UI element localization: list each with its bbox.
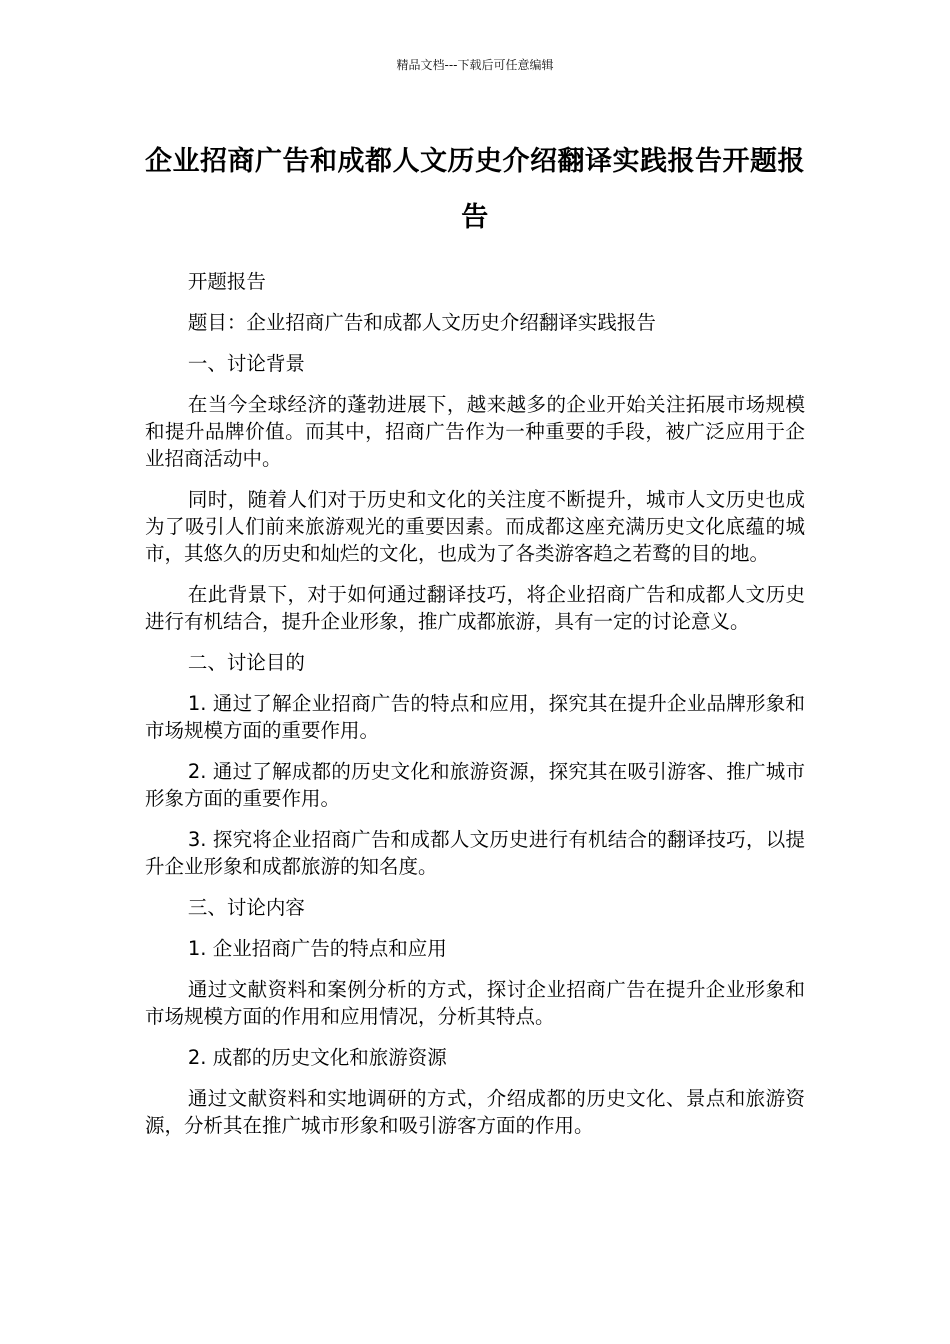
paragraph-purpose-1: 1. 通过了解企业招商广告的特点和应用，探究其在提升企业品牌形象和市场规模方面的重要作用。 [145, 692, 805, 742]
paragraph-background-3: 在此背景下，对于如何通过翻译技巧，将企业招商广告和成都人文历史进行有机结合，提升企业形象，推广成都旅游，具有一定的讨论意义。 [145, 583, 805, 633]
page-header-note: 精品文档---下载后可任意编辑 [396, 58, 554, 72]
subheading-content-1: 1. 企业招商广告的特点和应用 [187, 937, 447, 960]
paragraph-purpose-3: 3. 探究将企业招商广告和成都人文历史进行有机结合的翻译技巧，以提升企业形象和成都旅游的知名度。 [145, 828, 805, 878]
document-body [145, 268, 805, 1153]
section-heading-purpose: 二、讨论目的 [187, 651, 305, 674]
paragraph-purpose-2: 2. 通过了解成都的历史文化和旅游资源，探究其在吸引游客、推广城市形象方面的重要作用。 [145, 760, 805, 810]
section-heading-content: 三、讨论内容 [187, 896, 305, 919]
subheading-content-2: 2. 成都的历史文化和旅游资源 [187, 1046, 447, 1069]
document-title: 企业招商广告和成都人文历史介绍翻译实践报告开题报告 [145, 146, 805, 233]
paragraph-report-label: 开题报告 [187, 270, 266, 293]
paragraph-content-2: 通过文献资料和实地调研的方式，介绍成都的历史文化、景点和旅游资源，分析其在推广城市形象和吸引游客方面的作用。 [145, 1087, 805, 1137]
paragraph-topic: 题目：企业招商广告和成都人文历史介绍翻译实践报告 [187, 311, 656, 334]
section-heading-background: 一、讨论背景 [187, 352, 305, 375]
paragraph-background-2: 同时，随着人们对于历史和文化的关注度不断提升，城市人文历史也成为了吸引人们前来旅游观光的重要因素。而成都这座充满历史文化底蕴的城市，其悠久的历史和灿烂的文化，也成为了各类游客趋之若鹜的目的地。 [145, 488, 805, 565]
paragraph-background-1: 在当今全球经济的蓬勃进展下，越来越多的企业开始关注拓展市场规模和提升品牌价值。而其中，招商广告作为一种重要的手段，被广泛应用于企业招商活动中。 [145, 393, 805, 470]
paragraph-content-1: 通过文献资料和案例分析的方式，探讨企业招商广告在提升企业形象和市场规模方面的作用和应用情况，分析其特点。 [145, 978, 805, 1028]
